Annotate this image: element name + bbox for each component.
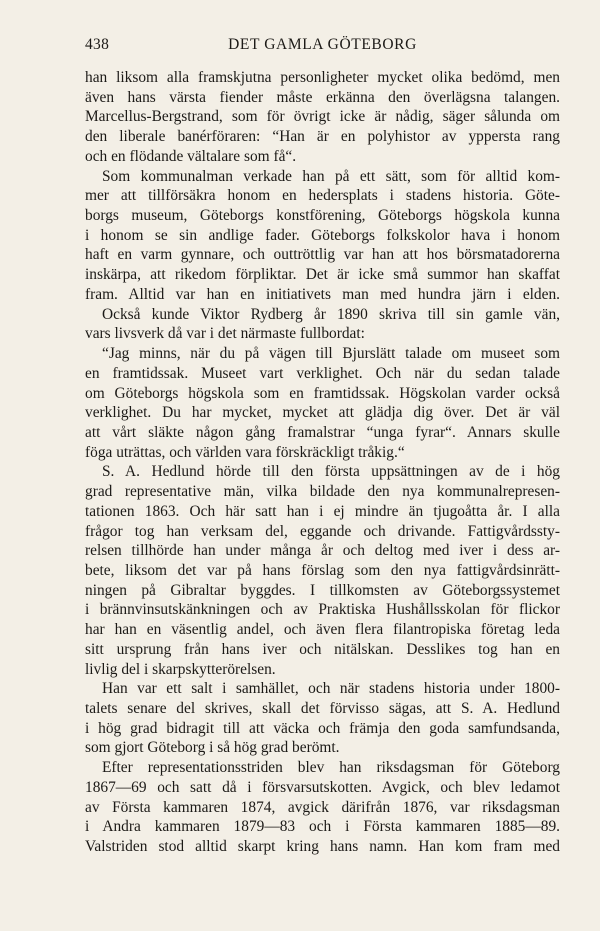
text-line: och en flödande vältalare som få“. (85, 147, 297, 165)
text-line: verklighet. Du har mycket, mycket att glädja dig över. Det är väl (85, 404, 560, 422)
text-line: föga uträttas, och världen vara förskräckligt tråkig.“ (85, 443, 405, 461)
text-line: har han en väsentlig andel, och även flera filantropiska företag leda (85, 621, 560, 639)
text-line: Valstriden stod alltid skarpt kring hans namn. Han kom fram med (85, 838, 560, 856)
text-line: livlig del i skarpskytterörelsen. (85, 660, 276, 678)
text-line: Marcellus-Bergstrand, som för övrigt icke är nådig, säger sålunda om (85, 108, 560, 126)
text-line: om Göteborgs högskola som en framtidssak. Högskolan varder också (85, 384, 560, 402)
page-number: 438 (85, 36, 110, 53)
text-line: vars livsverk då var i det närmaste fullbordat: (85, 325, 365, 343)
page-header (85, 32, 560, 58)
text-line: talets senare del skrives, skall det förvisso sägas, att S. A. Hedlund (85, 700, 560, 717)
text-line: S. A. Hedlund hörde till den första uppsättningen av de i hög (102, 463, 560, 481)
text-line: relsen tillhörde han under många år och deltog med iver i dess ar- (85, 542, 560, 560)
text-line: av Första kammaren 1874, avgick därifrån 1876, var riksdagsman (85, 798, 560, 816)
text-line: ningen på Gibraltar byggdes. I tillkomsten av Göteborgssystemet (85, 581, 560, 599)
text-line: mer att tillförsäkra honom en hedersplats i stadens historia. Göte- (85, 187, 560, 205)
text-line: inskärpa, att rikedom förpliktar. Det är icke små summor han skaffat (85, 266, 560, 284)
text-line: den liberale banérföraren: “Han är en polyhistor av yppersta rang (85, 128, 560, 146)
text-line: bete, liksom det var på hans förslag som den nya fattigvårdsinrätt- (85, 561, 560, 579)
text-line: en framtidssak. Museet vart verklighet. Och när du sedan talade (85, 364, 560, 382)
text-line: borgs museum, Göteborgs konstförening, Göteborgs högskola kunna (85, 207, 560, 225)
text-line: i honom se sin andlige fader. Göteborgs folkskolor hava i honom (85, 226, 560, 244)
text-line: grad representative män, vilka bildade den nya kommunalrepresen- (85, 483, 560, 501)
running-title: DET GAMLA GÖTEBORG (228, 36, 417, 53)
text-line: Han var ett salt i samhället, och när stadens historia under 1800- (102, 680, 560, 698)
text-line: Efter representationsstriden blev han riksdagsman för Göteborg (102, 759, 560, 777)
text-line: “Jag minns, när du på vägen till Bjurslätt talade om museet som (102, 345, 560, 363)
text-line: som gjort Göteborg i så hög grad berömt. (85, 739, 340, 757)
text-line: fram. Alltid var han en initiativets man med hundra järn i elden. (85, 285, 560, 303)
text-line: i hög grad bidragit till att väcka och främja den goda samfundsanda, (85, 719, 560, 737)
text-line: frågor tog han verksam del, eggande och drivande. Fattigvårdssty- (85, 522, 560, 540)
text-line: 1867—69 och satt då i försvarsutskotten. Avgick, och blev ledamot (85, 778, 560, 796)
text-line: i Andra kammaren 1879—83 och i Första kammaren 1885—89. (85, 818, 560, 836)
text-line: haft en varm gynnare, och outtröttlig var han att hos börsmatadorerna (85, 246, 560, 264)
text-line: tationen 1863. Och här satt han i ej mindre än tjugoåtta år. I alla (85, 502, 560, 520)
text-line: sitt ursprung från hans iver och nitälskan. Desslikes tog han en (85, 640, 560, 658)
body-text (85, 68, 560, 857)
text-line: Som kommunalman verkade han på ett sätt, som för alltid kom- (102, 167, 560, 185)
text-line: att vårt släkte någon gång framalstrar “unga fyrar“. Annars skulle (85, 423, 560, 441)
text-line: Också kunde Viktor Rydberg år 1890 skriva till sin gamle vän, (102, 305, 560, 323)
text-line: han liksom alla framskjutna personligheter mycket olika bedömd, men (85, 69, 560, 86)
text-line: i brännvinsutskänkningen och av Praktiska Hushållsskolan för flickor (85, 601, 560, 619)
text-line: även hans värsta fiender måste erkänna den överlägsna talangen. (85, 88, 560, 106)
